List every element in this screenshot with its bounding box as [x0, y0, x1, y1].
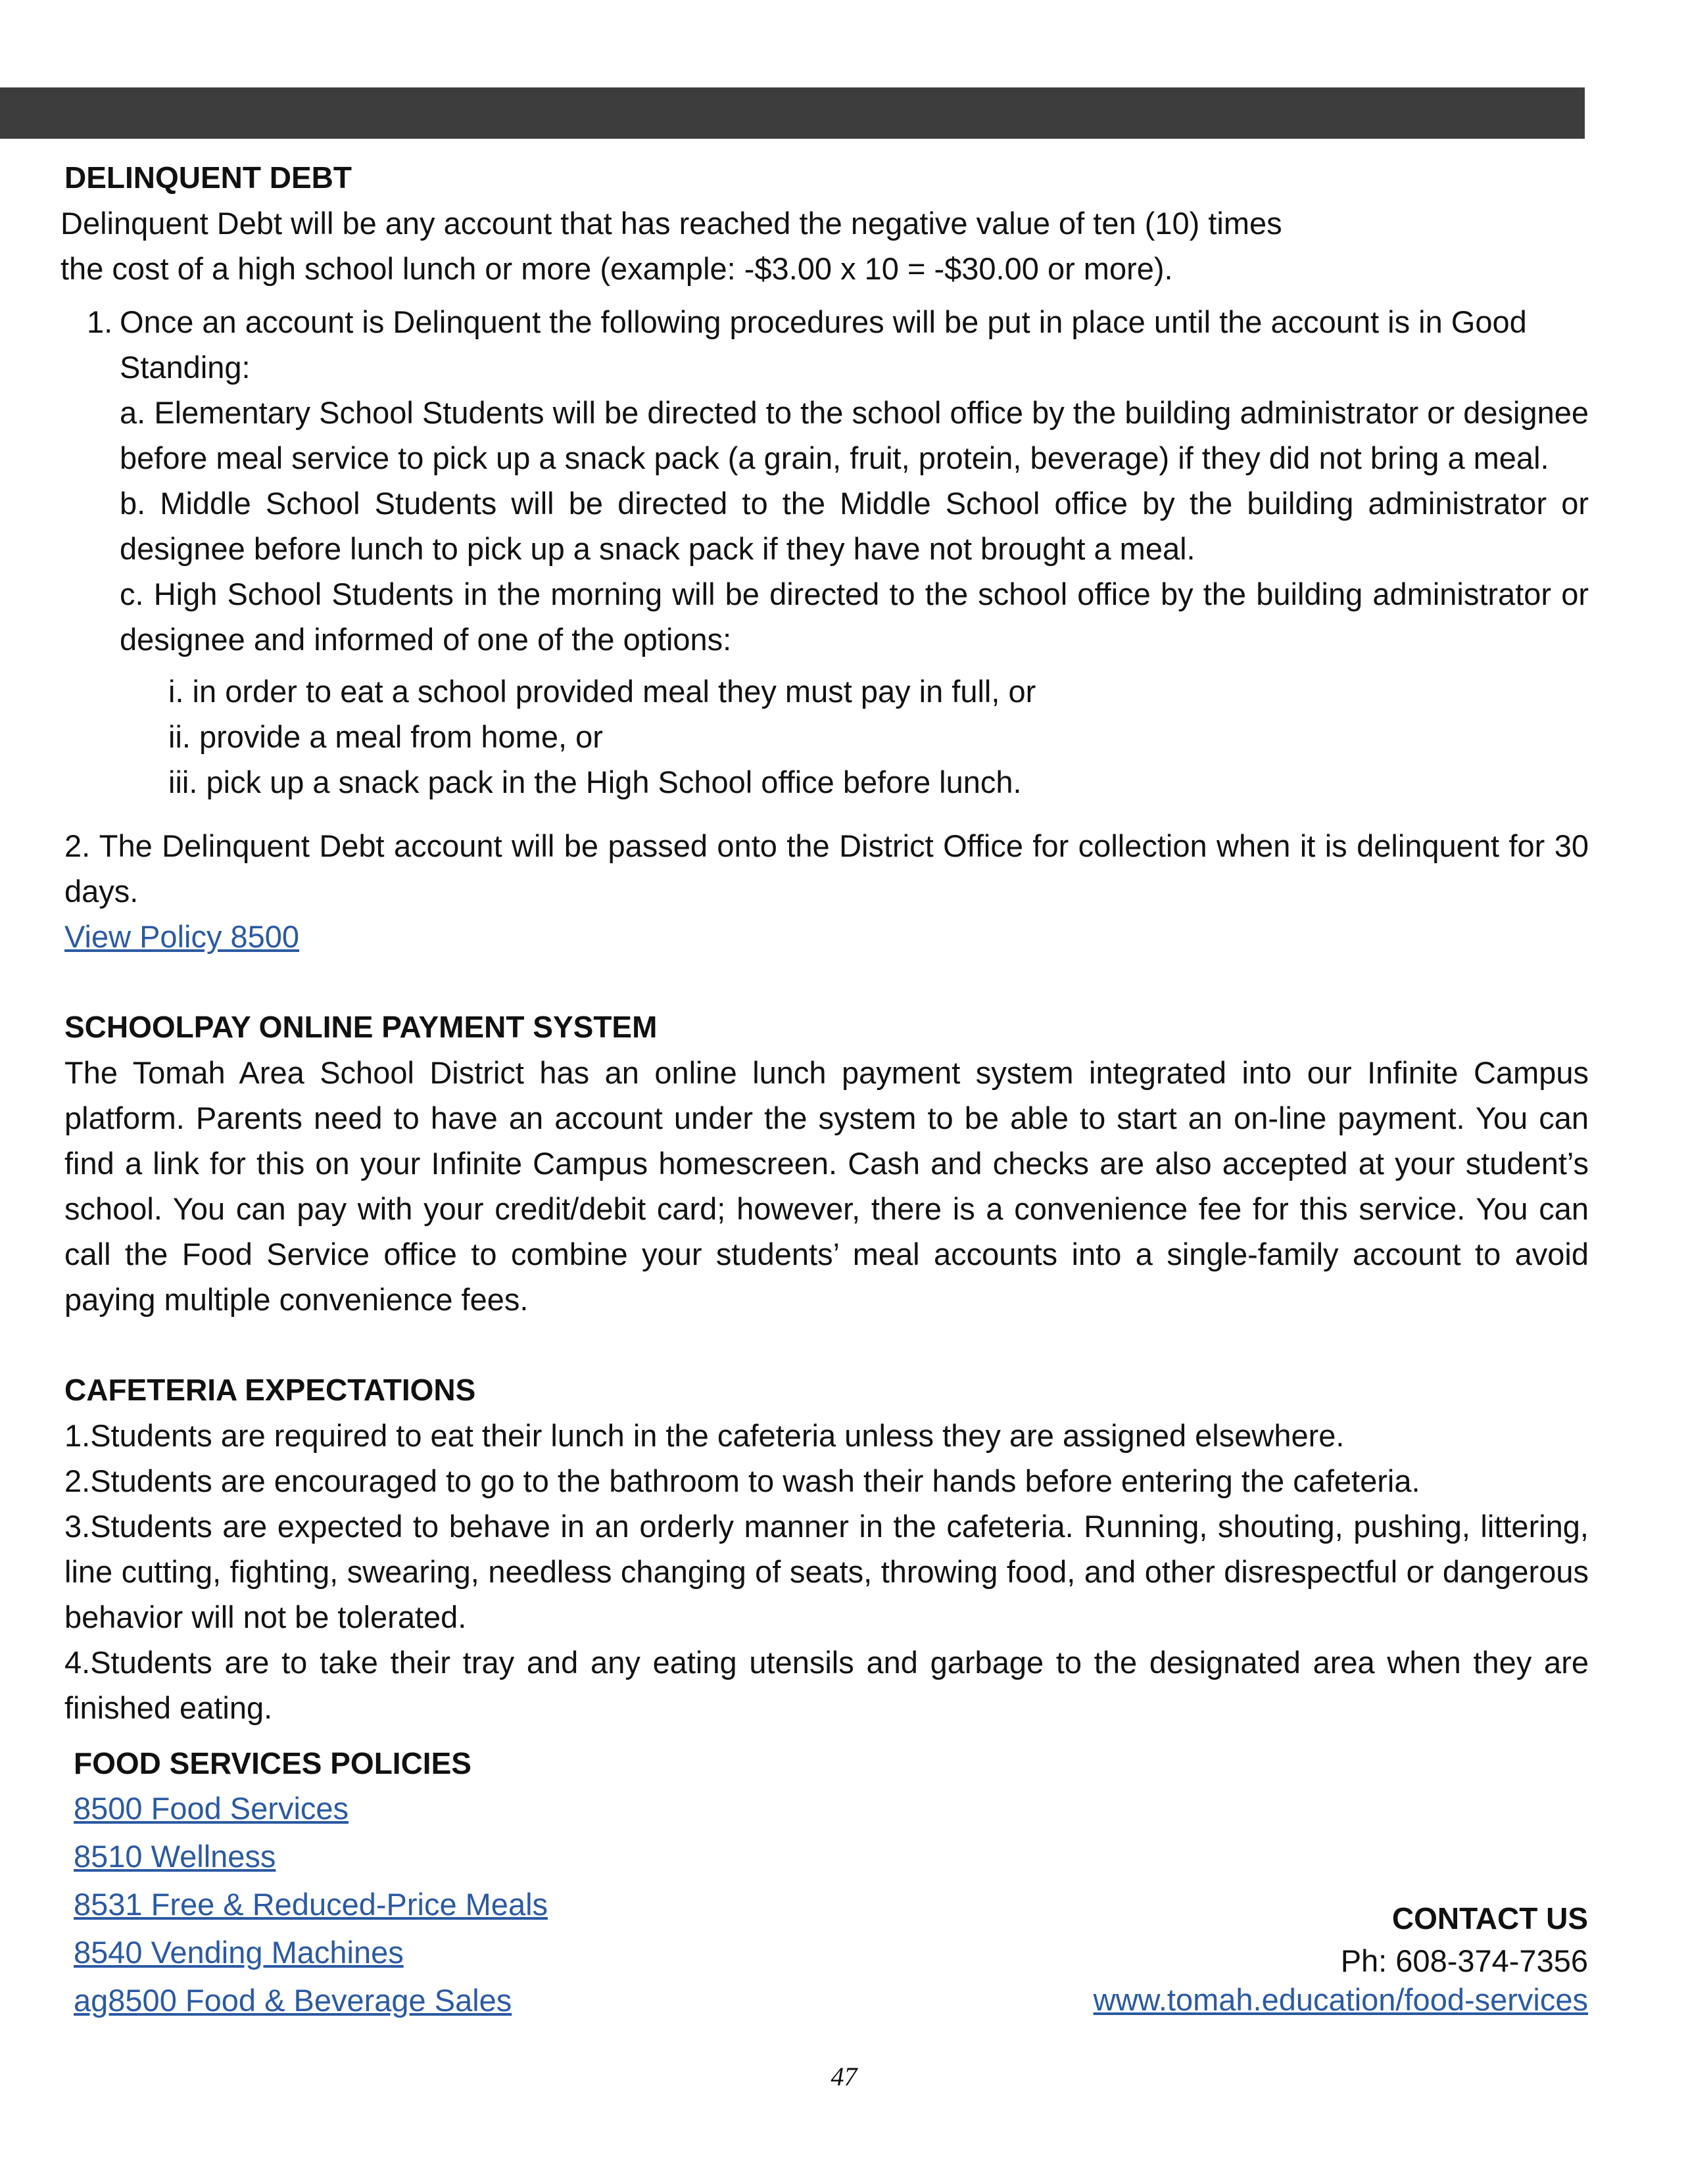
policies-heading: FOOD SERVICES POLICIES	[74, 1746, 471, 1780]
cafeteria-item: 2.Students are encouraged to go to the bathroom to wash their hands before entering the cafeteria.	[64, 1463, 1420, 1498]
options-list	[168, 669, 1589, 805]
policy-link-8500[interactable]: 8500 Food Services	[74, 1791, 349, 1826]
cafeteria-heading: CAFETERIA EXPECTATIONS	[64, 1373, 476, 1407]
view-policy-8500-link[interactable]: View Policy 8500	[64, 919, 300, 954]
cafeteria-item: 3.Students are expected to behave in an orderly manner in the cafeteria. Running, shouting, pushing, littering, line cutting, fighting, swearing, needless changing of seats, throwing food, and other disrespectful or dangerous behavior will not be tolerated.	[64, 1509, 1589, 1634]
delinquent-item-1	[87, 299, 1589, 390]
delinquent-sub-item-b: b. Middle School Students will be directed to the Middle School office by the building administrator or designee before lunch to pick up a snack pack if they have not brought a meal.	[120, 486, 1589, 566]
page-number: 47	[831, 2062, 857, 2091]
schoolpay-body: The Tomah Area School District has an online lunch payment system integrated into our Infinite Campus platform. Parents need to have an account under the system to be able to start an on-line payment. You can find a link for this on your Infinite Campus homescreen. Cash and checks are also accepted at your student’s school. You can pay with your credit/debit card; however, there is a convenience fee for this service. You can call the Food Service office to combine your students’ meal accounts into a single-family account to avoid paying multiple convenience fees.	[64, 1055, 1589, 1317]
contact-heading: CONTACT US	[1391, 1901, 1588, 1935]
option-item: ii. provide a meal from home, or	[168, 719, 603, 754]
delinquent-sub-item-a: a. Elementary School Students will be directed to the school office by the building administrator or designee before meal service to pick up a snack pack (a grain, fruit, protein, beverage) if they did not bring a meal.	[120, 395, 1589, 475]
option-item: iii. pick up a snack pack in the High School office before lunch.	[168, 765, 1022, 799]
policy-link-8510[interactable]: 8510 Wellness	[74, 1839, 276, 1874]
delinquent-item-1-number: 1.	[87, 304, 113, 339]
contact-website-link[interactable]: www.tomah.education/food-services	[1093, 1982, 1588, 2017]
delinquent-debt-intro	[60, 201, 1589, 291]
option-item: i. in order to eat a school provided meal they must pay in full, or	[168, 674, 1036, 709]
delinquent-debt-heading: DELINQUENT DEBT	[64, 160, 352, 195]
main-content	[60, 155, 1589, 1730]
delinquent-intro-line-1: Delinquent Debt will be any account that has reached the negative value of ten (10) times	[60, 206, 1282, 241]
cafeteria-item: 1.Students are required to eat their lunch in the cafeteria unless they are assigned elsewhere.	[64, 1418, 1345, 1453]
food-services-policies	[74, 1742, 548, 2024]
policy-link-ag8500[interactable]: ag8500 Food & Beverage Sales	[74, 1983, 512, 2018]
delinquent-intro-line-2: the cost of a high school lunch or more (example: -$3.00 x 10 = -$30.00 or more).	[60, 251, 1173, 286]
contact-phone: Ph: 608-374-7356	[1340, 1943, 1588, 1978]
schoolpay-heading: SCHOOLPAY ONLINE PAYMENT SYSTEM	[64, 1010, 658, 1044]
cafeteria-item: 4.Students are to take their tray and any eating utensils and garbage to the designated area when they are finished eating.	[64, 1645, 1589, 1725]
contact-us	[1094, 1896, 1588, 2019]
policy-link-8531[interactable]: 8531 Free & Reduced-Price Meals	[74, 1887, 548, 1922]
delinquent-item-1-text: Once an account is Delinquent the following procedures will be put in place until the account is in Good Standing:	[120, 304, 1527, 385]
header-bar	[0, 87, 1585, 139]
delinquent-item-2: 2. The Delinquent Debt account will be passed onto the District Office for collection when it is delinquent for 30 days.	[64, 828, 1589, 909]
delinquent-sub-item-c: c. High School Students in the morning will be directed to the school office by the building administrator or designee and informed of one of the options:	[120, 577, 1589, 657]
policy-link-8540[interactable]: 8540 Vending Machines	[74, 1935, 404, 1970]
